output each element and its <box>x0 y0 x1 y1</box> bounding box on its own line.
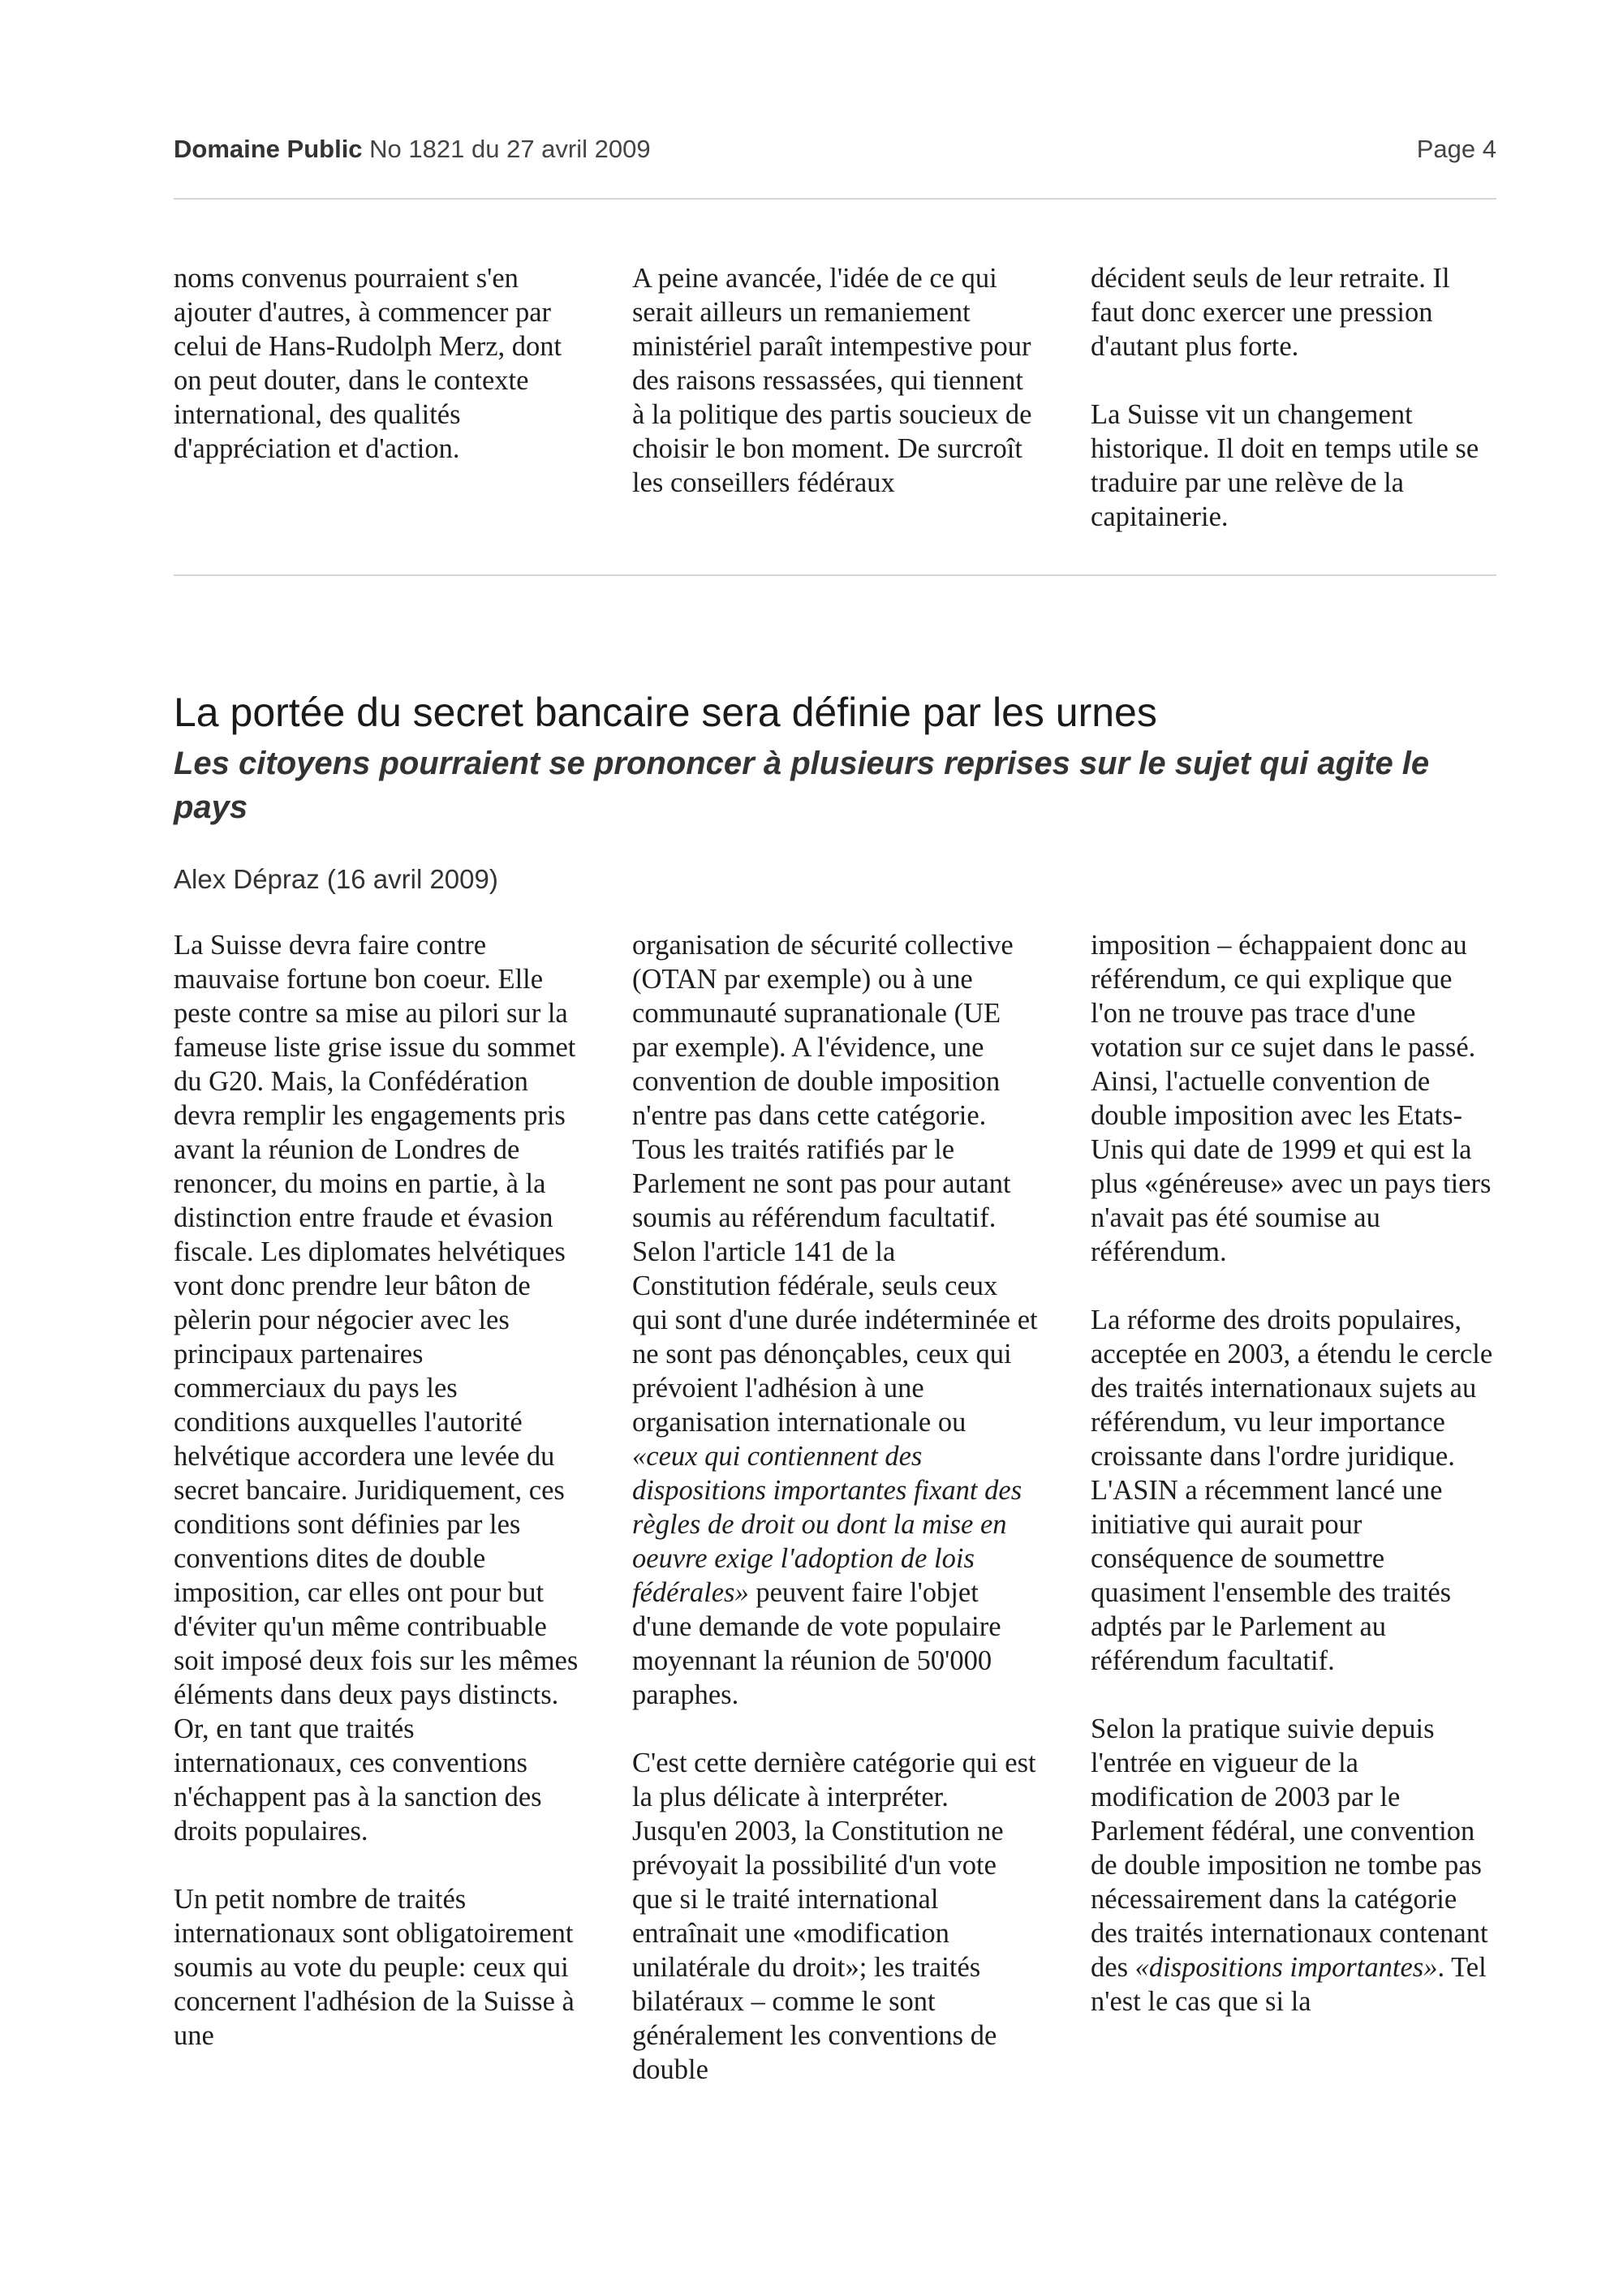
paragraph: Un petit nombre de traités internationaux sont obligatoirement soumis au vote du peuple: ceux qui concernent l'adhésion de la Suisse à une <box>174 1884 575 2051</box>
header-divider <box>174 198 1496 200</box>
text-run: peuvent faire l'objet d'une demande de vote populaire moyennant la réunion de 50'000 paraphes. <box>632 1577 1001 1710</box>
page-header <box>174 135 1496 167</box>
page-number: Page 4 <box>1416 135 1496 163</box>
article-column-3 <box>1091 928 1496 2087</box>
quoted-text: «ceux qui contiennent des dispositions importantes fixant des règles de droit ou dont la mise en oeuvre exige l'adoption de lois fédérales» <box>632 1441 1022 1608</box>
previous-article-columns <box>174 261 1496 534</box>
previous-article-column-1 <box>174 261 579 534</box>
article-column-2 <box>632 928 1038 2087</box>
paragraph: La Suisse devra faire contre mauvaise fortune bon coeur. Elle peste contre sa mise au pilori sur la fameuse liste grise issue du sommet du G20. Mais, la Confédération devra remplir les engagements pris avant la réunion de Londres de renoncer, du moins en partie, à la distinction entre fraude et évasion fiscale. Les diplomates helvétiques vont donc prendre leur bâton de pèlerin pour négocier avec les principaux partenaires commerciaux du pays les conditions auxquelles l'autorité helvétique accordera une levée du secret bancaire. Juridiquement, ces conditions sont définies par les conventions dites de double imposition, car elles ont pour but d'éviter qu'un même contribuable soit imposé deux fois sur les mêmes éléments dans deux pays distincts. Or, en tant que traités internationaux, ces conventions n'échappent pas à la sanction des droits populaires. <box>174 930 579 1847</box>
text-run: organisation de sécurité collective (OTAN par exemple) ou à une communauté supranationale (UE par exemple). A l'évidence, une convention de double imposition n'entre pas dans cette catégorie. Tous les traités ratifiés par le Parlement ne sont pas pour autant soumis au référendum facultatif. Selon l'article 141 de la Constitution fédérale, seuls ceux qui sont d'une durée indéterminée et ne sont pas dénonçables, ceux qui prévoient l'adhésion à une organisation internationale ou <box>632 930 1038 1438</box>
paragraph: imposition – échappaient donc au référendum, ce qui explique que l'on ne trouve pas trace d'une votation sur ce sujet dans le passé. Ainsi, l'actuelle convention de double imposition avec les Etats-Unis qui date de 1999 et qui est la plus «généreuse» avec un pays tiers n'avait pas été soumise au référendum. <box>1091 930 1492 1267</box>
previous-article-column-3 <box>1091 261 1496 534</box>
article-byline: Alex Dépraz (16 avril 2009) <box>174 864 498 894</box>
previous-article-column-2 <box>632 261 1038 534</box>
article-divider <box>174 574 1496 576</box>
article-columns <box>174 928 1496 2087</box>
article-column-1 <box>174 928 579 2087</box>
article-subtitle: Les citoyens pourraient se prononcer à plusieurs reprises sur le sujet qui agite le pays <box>174 746 1430 825</box>
paragraph <box>632 928 1038 1712</box>
text-run: . Tel n'est le cas que si la <box>1091 1952 1487 2017</box>
paragraph: La Suisse vit un changement historique. Il doit en temps utile se traduire par une relève de la capitainerie. <box>1091 399 1479 532</box>
header-publication-info <box>174 135 651 164</box>
issue-info: No 1821 du 27 avril 2009 <box>369 135 651 163</box>
paragraph <box>1091 1712 1496 2019</box>
paragraph: La réforme des droits populaires, acceptée en 2003, a étendu le cercle des traités internationaux sujets au référendum, vu leur importance croissante dans l'ordre juridique. L'ASIN a récemment lancé une initiative qui aurait pour conséquence de soumettre quasiment l'ensemble des traités adptés par le Parlement au référendum facultatif. <box>1091 1305 1493 1676</box>
text-run: Selon la pratique suivie depuis l'entrée en vigueur de la modification de 2003 par le Parlement fédéral, une convention de double imposition ne tombe pas nécessairement dans la catégorie des traités internationaux contenant des <box>1091 1713 1488 1983</box>
paragraph: noms convenus pourraient s'en ajouter d'autres, à commencer par celui de Hans-Rudolph Merz, dont on peut douter, dans le contexte international, des qualités d'appréciation et d'action. <box>174 263 562 464</box>
article-title: La portée du secret bancaire sera définie par les urnes <box>174 690 1157 735</box>
paragraph: décident seuls de leur retraite. Il faut donc exercer une pression d'autant plus forte. <box>1091 263 1450 362</box>
publication-name: Domaine Public <box>174 135 363 163</box>
paragraph: C'est cette dernière catégorie qui est la plus délicate à interpréter. Jusqu'en 2003, la Constitution ne prévoyait la possibilité d'un vote que si le traité international entraînait une «modification unilatérale du droit»; les traités bilatéraux – comme le sont généralement les conventions de double <box>632 1748 1036 2085</box>
paragraph: A peine avancée, l'idée de ce qui serait ailleurs un remaniement ministériel paraît intempestive pour des raisons ressassées, qui tiennent à la politique des partis soucieux de choisir le bon moment. De surcroît les conseillers fédéraux <box>632 263 1032 498</box>
quoted-text: «dispositions importantes» <box>1134 1952 1438 1983</box>
